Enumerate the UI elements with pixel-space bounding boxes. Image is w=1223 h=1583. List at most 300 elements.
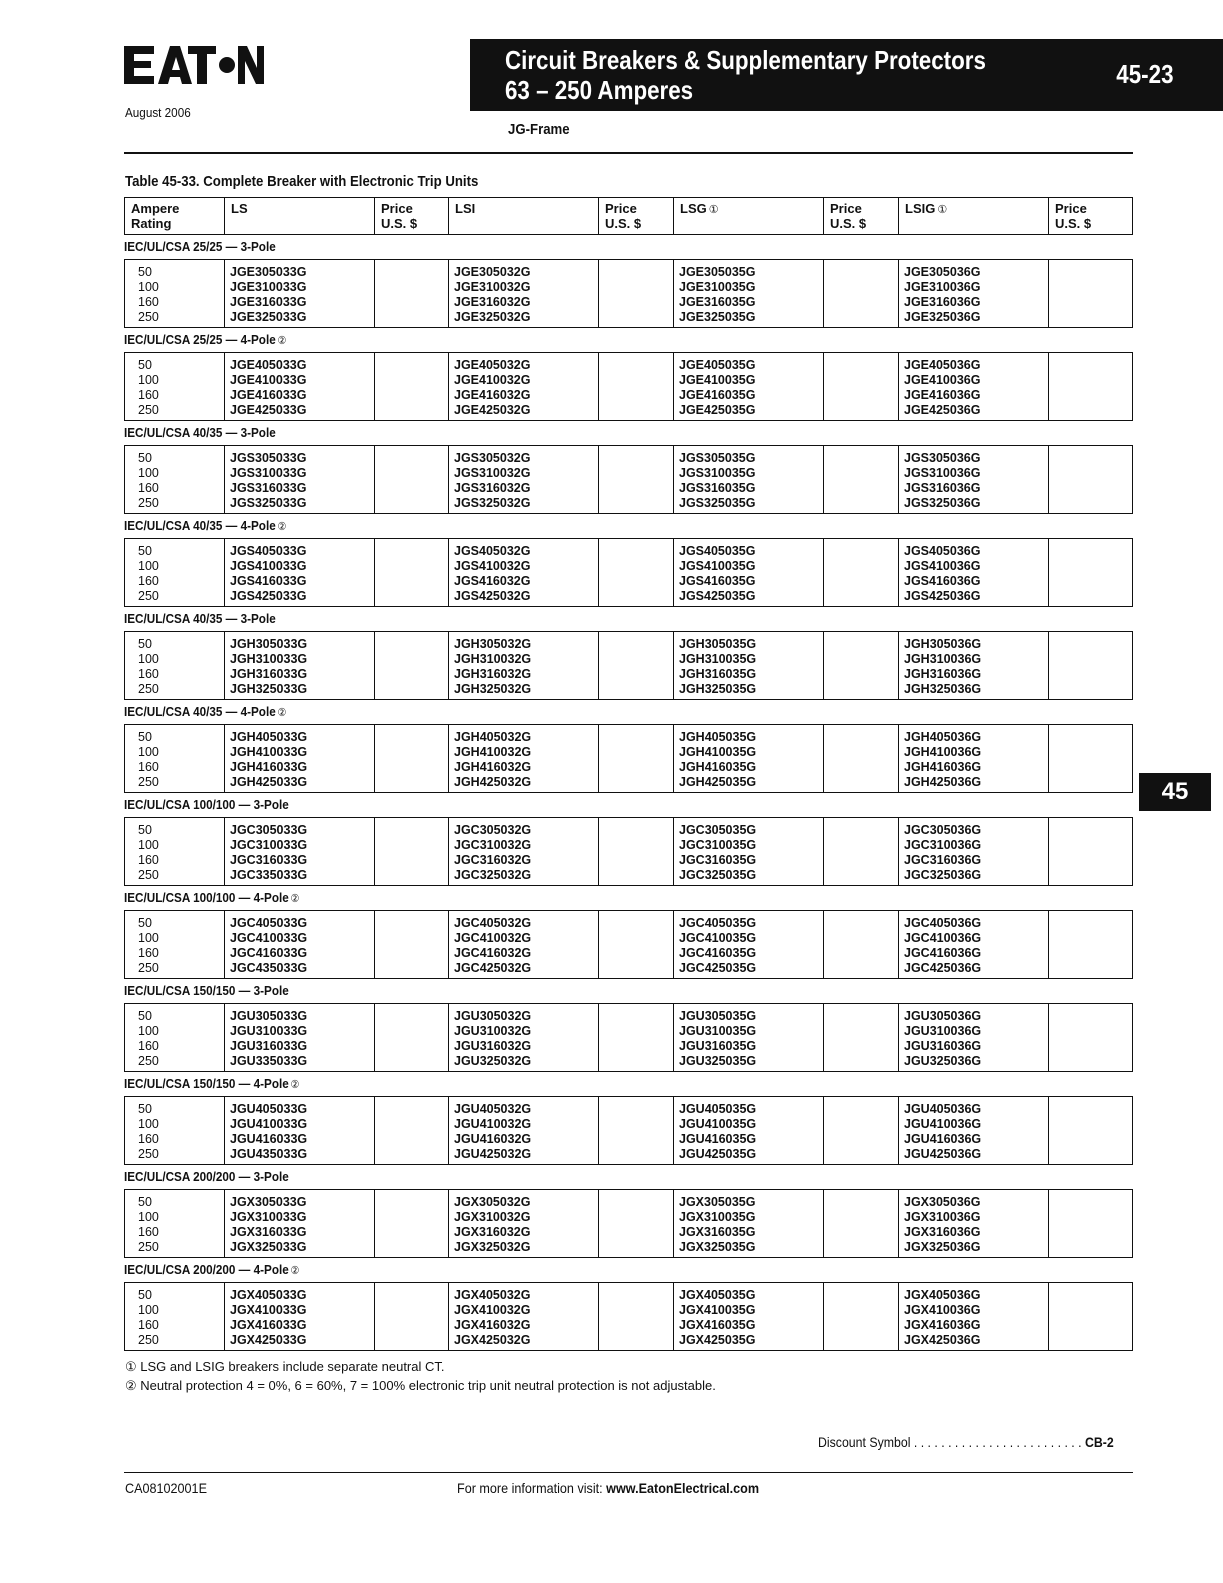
table-cell: JGS405033G bbox=[230, 544, 307, 558]
table-cell: JGS310032G bbox=[454, 466, 531, 480]
table-cell: JGU425036G bbox=[904, 1147, 982, 1161]
table-cell: 50 bbox=[138, 823, 152, 837]
table-cell: JGX425032G bbox=[454, 1333, 531, 1347]
price-cell bbox=[824, 1004, 899, 1071]
table-cell: JGC416036G bbox=[904, 946, 982, 960]
discount-symbol: Discount Symbol . . . . . . . . . . . . . . . . . . . . . . . . . CB-2 bbox=[818, 1434, 1114, 1450]
lsi-catalog-cell bbox=[449, 911, 599, 978]
table-cell: JGS316033G bbox=[230, 481, 307, 495]
lsg-catalog-cell bbox=[674, 725, 824, 792]
table-cell: JGH310033G bbox=[230, 652, 308, 666]
lsig-catalog-cell bbox=[899, 725, 1049, 792]
header-divider bbox=[124, 152, 1133, 154]
table-cell: JGX416032G bbox=[454, 1318, 531, 1332]
table-cell: JGH410035G bbox=[679, 745, 757, 759]
section-label: IEC/UL/CSA 40/35 — 4-Pole ② bbox=[124, 704, 287, 719]
ls-catalog-cell bbox=[225, 1283, 375, 1350]
table-cell: JGH305033G bbox=[230, 637, 308, 651]
table-cell: JGS325032G bbox=[454, 496, 531, 510]
table-cell: 50 bbox=[138, 1288, 152, 1302]
price-cell bbox=[599, 446, 674, 513]
lsi-catalog-cell bbox=[449, 260, 599, 327]
table-cell: JGC316033G bbox=[230, 853, 308, 867]
table-cell: JGE410035G bbox=[679, 373, 756, 387]
table-cell: JGS425035G bbox=[679, 589, 756, 603]
table-cell: JGU405035G bbox=[679, 1102, 757, 1116]
section-label: IEC/UL/CSA 40/35 — 4-Pole ② bbox=[124, 518, 287, 533]
table-cell: JGX405032G bbox=[454, 1288, 531, 1302]
table-cell: JGS410033G bbox=[230, 559, 307, 573]
table-cell: JGH410033G bbox=[230, 745, 308, 759]
table-cell: JGU435033G bbox=[230, 1147, 308, 1161]
ls-catalog-cell bbox=[225, 353, 375, 420]
price-cell bbox=[1049, 632, 1128, 699]
table-cell: 50 bbox=[138, 265, 152, 279]
table-cell: JGU305032G bbox=[454, 1009, 532, 1023]
section-block bbox=[124, 259, 1133, 328]
table-cell: JGH410036G bbox=[904, 745, 982, 759]
table-cell: 250 bbox=[138, 682, 159, 696]
table-cell: 160 bbox=[138, 1039, 159, 1053]
table-cell: 160 bbox=[138, 760, 159, 774]
table-cell: JGX310033G bbox=[230, 1210, 307, 1224]
table-cell: 50 bbox=[138, 1102, 152, 1116]
table-cell: JGH416036G bbox=[904, 760, 982, 774]
table-cell: JGU316032G bbox=[454, 1039, 532, 1053]
table-cell: JGC405033G bbox=[230, 916, 308, 930]
table-cell: JGX425035G bbox=[679, 1333, 756, 1347]
table-cell: JGS325036G bbox=[904, 496, 981, 510]
price-cell bbox=[1049, 539, 1128, 606]
price-cell bbox=[375, 1004, 449, 1071]
table-cell: JGS405035G bbox=[679, 544, 756, 558]
table-cell: 100 bbox=[138, 1117, 159, 1131]
table-cell: JGX410033G bbox=[230, 1303, 307, 1317]
ampere-rating-cell bbox=[125, 818, 225, 885]
table-cell: JGH405033G bbox=[230, 730, 308, 744]
breaker-table bbox=[124, 197, 1133, 1351]
section-block bbox=[124, 1189, 1133, 1258]
table-cell: JGE405036G bbox=[904, 358, 981, 372]
table-cell: JGC325035G bbox=[679, 868, 757, 882]
table-cell: 160 bbox=[138, 853, 159, 867]
lsig-catalog-cell bbox=[899, 539, 1049, 606]
ampere-rating-cell bbox=[125, 260, 225, 327]
price-cell bbox=[1049, 446, 1128, 513]
section-block bbox=[124, 1282, 1133, 1351]
table-cell: JGH405036G bbox=[904, 730, 982, 744]
section-label: IEC/UL/CSA 150/150 — 3-Pole bbox=[124, 983, 289, 998]
price-cell bbox=[375, 539, 449, 606]
table-cell: JGX316033G bbox=[230, 1225, 307, 1239]
price-cell bbox=[824, 818, 899, 885]
table-cell: JGC410035G bbox=[679, 931, 757, 945]
table-cell: JGC416035G bbox=[679, 946, 757, 960]
table-cell: JGE310032G bbox=[454, 280, 531, 294]
table-cell: JGC416032G bbox=[454, 946, 532, 960]
price-cell bbox=[599, 725, 674, 792]
lsi-catalog-cell bbox=[449, 632, 599, 699]
table-cell: JGX410032G bbox=[454, 1303, 531, 1317]
table-cell: JGS305032G bbox=[454, 451, 531, 465]
lsg-catalog-cell bbox=[674, 818, 824, 885]
table-cell: JGE305036G bbox=[904, 265, 981, 279]
title-banner bbox=[470, 39, 1223, 111]
table-cell: JGE316032G bbox=[454, 295, 531, 309]
ls-catalog-cell bbox=[225, 1190, 375, 1257]
table-cell: JGE305033G bbox=[230, 265, 307, 279]
lsi-catalog-cell bbox=[449, 1190, 599, 1257]
table-cell: 250 bbox=[138, 1054, 159, 1068]
section-block bbox=[124, 1096, 1133, 1165]
price-cell bbox=[599, 539, 674, 606]
lsg-catalog-cell bbox=[674, 353, 824, 420]
ampere-rating-cell bbox=[125, 911, 225, 978]
table-cell: JGH310032G bbox=[454, 652, 532, 666]
table-cell: JGH305035G bbox=[679, 637, 757, 651]
table-cell: JGU305035G bbox=[679, 1009, 757, 1023]
ampere-rating-cell bbox=[125, 725, 225, 792]
table-cell: JGC310035G bbox=[679, 838, 757, 852]
ls-catalog-cell bbox=[225, 1004, 375, 1071]
section-tab: 45 bbox=[1139, 773, 1211, 811]
lsg-catalog-cell bbox=[674, 260, 824, 327]
page-subtitle-range: 63 – 250 Amperes bbox=[505, 75, 694, 105]
table-cell: 100 bbox=[138, 1303, 159, 1317]
lsi-catalog-cell bbox=[449, 725, 599, 792]
table-cell: JGU305033G bbox=[230, 1009, 308, 1023]
lsig-catalog-cell bbox=[899, 632, 1049, 699]
ampere-rating-cell bbox=[125, 446, 225, 513]
table-cell: JGU416036G bbox=[904, 1132, 982, 1146]
table-cell: JGC305035G bbox=[679, 823, 757, 837]
price-cell bbox=[824, 353, 899, 420]
table-cell: JGS416036G bbox=[904, 574, 981, 588]
price-cell bbox=[1049, 1190, 1128, 1257]
table-cell: JGU416035G bbox=[679, 1132, 757, 1146]
table-cell: JGX325033G bbox=[230, 1240, 307, 1254]
table-cell: JGU325035G bbox=[679, 1054, 757, 1068]
table-cell: JGE305032G bbox=[454, 265, 531, 279]
ampere-rating-cell bbox=[125, 353, 225, 420]
price-cell bbox=[1049, 818, 1128, 885]
table-cell: JGU410032G bbox=[454, 1117, 532, 1131]
lsg-catalog-cell bbox=[674, 1283, 824, 1350]
price-cell bbox=[824, 260, 899, 327]
table-cell: JGS310035G bbox=[679, 466, 756, 480]
section-block bbox=[124, 631, 1133, 700]
lsi-catalog-cell bbox=[449, 539, 599, 606]
col-price-lsg: Price U.S. $ bbox=[824, 198, 899, 234]
table-cell: 250 bbox=[138, 496, 159, 510]
col-lsig: LSIG ① bbox=[899, 198, 1049, 234]
table-cell: JGH416032G bbox=[454, 760, 532, 774]
table-cell: JGU410036G bbox=[904, 1117, 982, 1131]
table-cell: JGH325032G bbox=[454, 682, 532, 696]
lsg-catalog-cell bbox=[674, 1004, 824, 1071]
table-header bbox=[124, 197, 1133, 235]
col-ls: LS bbox=[225, 198, 375, 234]
table-cell: JGS416033G bbox=[230, 574, 307, 588]
table-cell: JGC410032G bbox=[454, 931, 532, 945]
table-cell: JGC310032G bbox=[454, 838, 532, 852]
lsi-catalog-cell bbox=[449, 353, 599, 420]
table-cell: JGH310036G bbox=[904, 652, 982, 666]
table-cell: JGS425036G bbox=[904, 589, 981, 603]
table-cell: JGX416036G bbox=[904, 1318, 981, 1332]
table-cell: JGX410035G bbox=[679, 1303, 756, 1317]
table-cell: 50 bbox=[138, 1009, 152, 1023]
table-cell: 100 bbox=[138, 466, 159, 480]
table-cell: JGX310036G bbox=[904, 1210, 981, 1224]
section-label: IEC/UL/CSA 25/25 — 3-Pole bbox=[124, 239, 276, 254]
price-cell bbox=[599, 1097, 674, 1164]
ls-catalog-cell bbox=[225, 818, 375, 885]
table-cell: JGS325035G bbox=[679, 496, 756, 510]
table-cell: JGE405032G bbox=[454, 358, 531, 372]
table-cell: JGH425036G bbox=[904, 775, 982, 789]
section-label: IEC/UL/CSA 200/200 — 3-Pole bbox=[124, 1169, 289, 1184]
table-cell: JGH325036G bbox=[904, 682, 982, 696]
table-cell: JGE310035G bbox=[679, 280, 756, 294]
section-label: IEC/UL/CSA 25/25 — 4-Pole ② bbox=[124, 332, 287, 347]
lsig-catalog-cell bbox=[899, 1097, 1049, 1164]
table-cell: 100 bbox=[138, 1024, 159, 1038]
table-cell: JGC405035G bbox=[679, 916, 757, 930]
table-cell: JGH310035G bbox=[679, 652, 757, 666]
table-cell: 250 bbox=[138, 868, 159, 882]
price-cell bbox=[599, 911, 674, 978]
table-cell: JGH410032G bbox=[454, 745, 532, 759]
table-cell: JGS425032G bbox=[454, 589, 531, 603]
table-cell: JGH316033G bbox=[230, 667, 308, 681]
table-cell: JGU325036G bbox=[904, 1054, 982, 1068]
price-cell bbox=[599, 1004, 674, 1071]
table-cell: 50 bbox=[138, 637, 152, 651]
table-cell: 50 bbox=[138, 358, 152, 372]
lsig-catalog-cell bbox=[899, 1283, 1049, 1350]
table-cell: JGE416036G bbox=[904, 388, 981, 402]
table-cell: JGU405032G bbox=[454, 1102, 532, 1116]
lsig-catalog-cell bbox=[899, 1190, 1049, 1257]
table-cell: 250 bbox=[138, 310, 159, 324]
table-cell: JGX425036G bbox=[904, 1333, 981, 1347]
table-cell: JGH325033G bbox=[230, 682, 308, 696]
section-label: IEC/UL/CSA 40/35 — 3-Pole bbox=[124, 425, 276, 440]
table-cell: JGE405035G bbox=[679, 358, 756, 372]
table-cell: JGE425035G bbox=[679, 403, 756, 417]
table-cell: 50 bbox=[138, 730, 152, 744]
price-cell bbox=[824, 446, 899, 513]
table-cell: 100 bbox=[138, 280, 159, 294]
ampere-rating-cell bbox=[125, 1097, 225, 1164]
lsi-catalog-cell bbox=[449, 446, 599, 513]
price-cell bbox=[824, 911, 899, 978]
table-cell: JGE325032G bbox=[454, 310, 531, 324]
lsig-catalog-cell bbox=[899, 818, 1049, 885]
table-cell: 160 bbox=[138, 667, 159, 681]
table-cell: JGS310036G bbox=[904, 466, 981, 480]
section-label: IEC/UL/CSA 100/100 — 4-Pole ② bbox=[124, 890, 300, 905]
table-cell: JGC405032G bbox=[454, 916, 532, 930]
ampere-rating-cell bbox=[125, 539, 225, 606]
table-cell: JGU416033G bbox=[230, 1132, 308, 1146]
lsi-catalog-cell bbox=[449, 1097, 599, 1164]
table-cell: JGH316035G bbox=[679, 667, 757, 681]
footnotes bbox=[125, 1357, 716, 1395]
table-cell: JGU310032G bbox=[454, 1024, 532, 1038]
table-cell: JGE410032G bbox=[454, 373, 531, 387]
table-cell: JGE325036G bbox=[904, 310, 981, 324]
table-cell: JGX410036G bbox=[904, 1303, 981, 1317]
price-cell bbox=[1049, 725, 1128, 792]
table-cell: JGC405036G bbox=[904, 916, 982, 930]
table-cell: JGS305036G bbox=[904, 451, 981, 465]
col-price-lsig: Price U.S. $ bbox=[1055, 201, 1092, 231]
price-cell bbox=[599, 632, 674, 699]
page-number: 45-23 bbox=[1115, 59, 1173, 89]
price-cell bbox=[375, 1283, 449, 1350]
lsi-catalog-cell bbox=[449, 1004, 599, 1071]
table-cell: JGH425035G bbox=[679, 775, 757, 789]
table-cell: JGS410032G bbox=[454, 559, 531, 573]
table-cell: JGH305032G bbox=[454, 637, 532, 651]
table-cell: JGE316035G bbox=[679, 295, 756, 309]
table-cell: JGE405033G bbox=[230, 358, 307, 372]
table-cell: 50 bbox=[138, 916, 152, 930]
table-cell: JGS316032G bbox=[454, 481, 531, 495]
table-cell: JGC316035G bbox=[679, 853, 757, 867]
section-block bbox=[124, 445, 1133, 514]
table-cell: 160 bbox=[138, 1225, 159, 1239]
page-title: Circuit Breakers & Supplementary Protectors bbox=[505, 45, 986, 75]
publication-date: August 2006 bbox=[125, 105, 191, 120]
table-cell: JGC335033G bbox=[230, 868, 308, 882]
price-cell bbox=[824, 725, 899, 792]
website-link[interactable]: www.EatonElectrical.com bbox=[606, 1480, 760, 1496]
section-label: IEC/UL/CSA 200/200 — 4-Pole ② bbox=[124, 1262, 300, 1277]
price-cell bbox=[375, 818, 449, 885]
price-cell bbox=[1049, 1097, 1128, 1164]
price-cell bbox=[599, 353, 674, 420]
ls-catalog-cell bbox=[225, 260, 375, 327]
table-cell: JGS316036G bbox=[904, 481, 981, 495]
table-cell: JGE410036G bbox=[904, 373, 981, 387]
table-cell: 250 bbox=[138, 1147, 159, 1161]
ls-catalog-cell bbox=[225, 632, 375, 699]
col-lsi: LSI bbox=[449, 198, 599, 234]
footnote-2: ② Neutral protection 4 = 0%, 6 = 60%, 7 = 100% electronic trip unit neutral protection is not adjustable. bbox=[125, 1378, 716, 1393]
table-cell: JGC425036G bbox=[904, 961, 982, 975]
col-price-lsi: Price U.S. $ bbox=[599, 198, 674, 234]
table-cell: 250 bbox=[138, 403, 159, 417]
section-label: IEC/UL/CSA 150/150 — 4-Pole ② bbox=[124, 1076, 300, 1091]
table-cell: JGC316036G bbox=[904, 853, 982, 867]
table-cell: JGH425033G bbox=[230, 775, 308, 789]
price-cell bbox=[824, 632, 899, 699]
table-cell: JGS316035G bbox=[679, 481, 756, 495]
table-cell: JGH416033G bbox=[230, 760, 308, 774]
table-cell: JGX305036G bbox=[904, 1195, 981, 1209]
col-ampere-rating: Ampere Rating bbox=[125, 198, 225, 234]
col-price-ls: Price U.S. $ bbox=[375, 198, 449, 234]
lsig-catalog-cell bbox=[899, 1004, 1049, 1071]
table-cell: 50 bbox=[138, 1195, 152, 1209]
table-cell: JGX305033G bbox=[230, 1195, 307, 1209]
table-cell: JGC410033G bbox=[230, 931, 308, 945]
table-cell: JGX325035G bbox=[679, 1240, 756, 1254]
price-cell bbox=[599, 1190, 674, 1257]
price-cell bbox=[1049, 1004, 1128, 1071]
table-cell: JGC425032G bbox=[454, 961, 532, 975]
table-cell: 160 bbox=[138, 574, 159, 588]
table-cell: JGC305033G bbox=[230, 823, 308, 837]
table-cell: JGX325032G bbox=[454, 1240, 531, 1254]
lsg-catalog-cell bbox=[674, 632, 824, 699]
table-cell: JGU405033G bbox=[230, 1102, 308, 1116]
table-cell: JGS405032G bbox=[454, 544, 531, 558]
table-cell: JGH425032G bbox=[454, 775, 532, 789]
lsig-catalog-cell bbox=[899, 911, 1049, 978]
table-cell: 160 bbox=[138, 946, 159, 960]
section-label: IEC/UL/CSA 100/100 — 3-Pole bbox=[124, 797, 289, 812]
table-cell: JGE410033G bbox=[230, 373, 307, 387]
table-cell: JGE425036G bbox=[904, 403, 981, 417]
table-cell: JGU305036G bbox=[904, 1009, 982, 1023]
table-cell: 250 bbox=[138, 589, 159, 603]
table-cell: JGU416032G bbox=[454, 1132, 532, 1146]
table-cell: JGX316035G bbox=[679, 1225, 756, 1239]
table-cell: 100 bbox=[138, 838, 159, 852]
table-cell: JGS416032G bbox=[454, 574, 531, 588]
table-cell: JGC316032G bbox=[454, 853, 532, 867]
table-cell: JGU335033G bbox=[230, 1054, 308, 1068]
table-cell: JGC310033G bbox=[230, 838, 308, 852]
table-cell: 160 bbox=[138, 481, 159, 495]
lsig-catalog-cell bbox=[899, 260, 1049, 327]
table-cell: JGH416035G bbox=[679, 760, 757, 774]
eaton-logo bbox=[124, 44, 264, 86]
table-cell: JGX405035G bbox=[679, 1288, 756, 1302]
price-cell bbox=[375, 446, 449, 513]
price-cell bbox=[375, 260, 449, 327]
lsi-catalog-cell bbox=[449, 818, 599, 885]
table-cell: JGS410035G bbox=[679, 559, 756, 573]
table-cell: JGE325033G bbox=[230, 310, 307, 324]
table-cell: JGU405036G bbox=[904, 1102, 982, 1116]
table-cell: JGU325032G bbox=[454, 1054, 532, 1068]
table-cell: 100 bbox=[138, 931, 159, 945]
table-cell: JGE425032G bbox=[454, 403, 531, 417]
lsg-catalog-cell bbox=[674, 911, 824, 978]
table-cell: JGE416033G bbox=[230, 388, 307, 402]
table-cell: JGC305036G bbox=[904, 823, 982, 837]
table-cell: JGX310035G bbox=[679, 1210, 756, 1224]
price-cell bbox=[1049, 260, 1128, 327]
price-cell bbox=[824, 1283, 899, 1350]
table-cell: 160 bbox=[138, 1132, 159, 1146]
table-cell: JGC416033G bbox=[230, 946, 308, 960]
table-cell: 100 bbox=[138, 559, 159, 573]
section-label: IEC/UL/CSA 40/35 — 3-Pole bbox=[124, 611, 276, 626]
table-cell: JGS405036G bbox=[904, 544, 981, 558]
table-cell: JGC325036G bbox=[904, 868, 982, 882]
ls-catalog-cell bbox=[225, 539, 375, 606]
price-cell bbox=[1049, 911, 1128, 978]
lsg-catalog-cell bbox=[674, 1190, 824, 1257]
table-cell: JGX310032G bbox=[454, 1210, 531, 1224]
table-cell: JGU310035G bbox=[679, 1024, 757, 1038]
